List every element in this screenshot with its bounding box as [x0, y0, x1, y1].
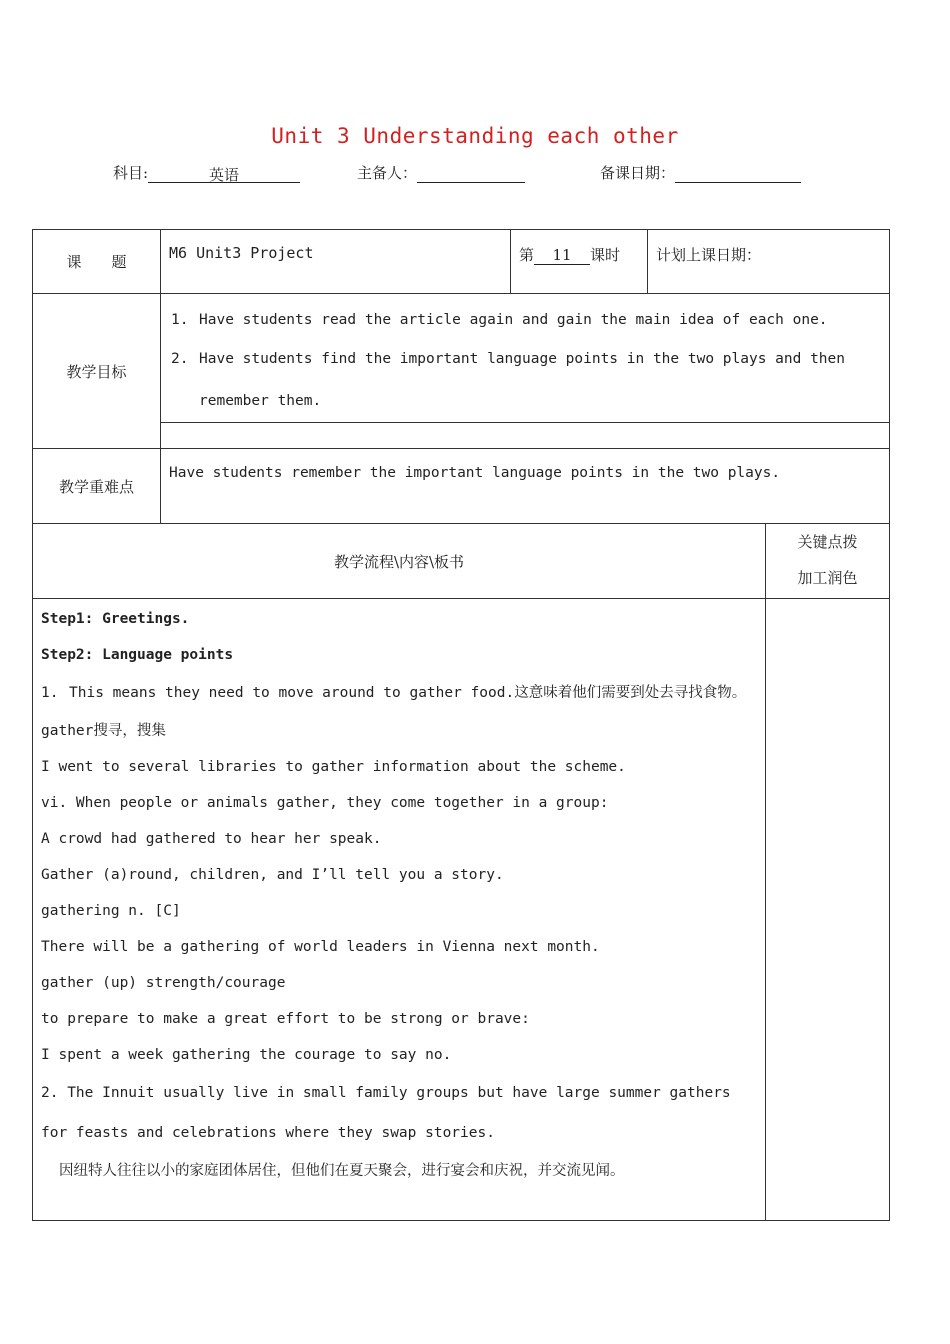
- objectives-row: [33, 294, 890, 423]
- plan-date-cell: [648, 230, 890, 294]
- topic-label: 课 题: [33, 230, 161, 294]
- objectives-blank-cell: [161, 423, 890, 449]
- lesson-plan-table: [32, 229, 890, 1221]
- topic-value: M6 Unit3 Project: [161, 230, 511, 294]
- subject-value: 英语: [148, 164, 300, 183]
- step-language-points: Step2: Language points: [41, 647, 234, 663]
- date-value: [675, 164, 801, 183]
- document-title: Unit 3 Understanding each other: [271, 124, 679, 148]
- content-line: Gather (a)round, children, and I’ll tell you a story.: [41, 867, 504, 883]
- content-line: 因纽特人往往以小的家庭团体居住，但他们在夏天聚会，进行宴会和庆祝，并交流见闻。: [59, 1163, 625, 1179]
- point-2-text: The Innuit usually live in small family groups but have large summer gathers for feasts and celebrations where they swap stories.: [41, 1085, 731, 1141]
- flow-header-row: [33, 524, 890, 599]
- content-line: gathering n. [C]: [41, 903, 181, 919]
- meta-date: [600, 162, 801, 183]
- side-header-line2: 加工润色: [797, 569, 858, 587]
- point-2-number: 2.: [41, 1085, 59, 1101]
- point-1-text: This means they need to move around to gather food.这意味着他们需要到处去寻找食物。: [69, 685, 747, 701]
- objective-item: [169, 302, 879, 338]
- objective-number: 1.: [171, 312, 189, 328]
- content-line: I spent a week gathering the courage to say no.: [41, 1047, 452, 1063]
- objectives-blank-row: [33, 423, 890, 449]
- objectives-list: [161, 294, 889, 422]
- plan-date-label: 计划上课日期：: [656, 246, 762, 264]
- flow-content-row: [33, 599, 890, 1221]
- keypoints-text: Have students remember the important language points in the two plays.: [161, 449, 890, 524]
- keypoints-label: 教学重难点: [33, 449, 161, 524]
- meta-author: [357, 162, 525, 183]
- lesson-number-cell: [511, 230, 648, 294]
- flow-content: [33, 599, 766, 1221]
- side-notes-cell: [766, 599, 890, 1221]
- side-header: [766, 524, 890, 599]
- lesson-prefix: 第: [519, 246, 535, 264]
- author-value: [417, 164, 525, 183]
- content-line: gather搜寻，搜集: [41, 723, 166, 739]
- author-label: 主备人：: [357, 164, 418, 182]
- point-1-number: 1.: [41, 685, 59, 701]
- objective-text: Have students find the important language points in the two plays and then remember them.: [199, 351, 846, 409]
- content-line: There will be a gathering of world leaders in Vienna next month.: [41, 939, 600, 955]
- point-2: [41, 1073, 756, 1153]
- objectives-label: 教学目标: [33, 294, 161, 449]
- content-line: I went to several libraries to gather information about the scheme.: [41, 759, 626, 775]
- content-line: A crowd had gathered to hear her speak.: [41, 831, 382, 847]
- objectives-cell: [161, 294, 890, 423]
- lesson-suffix: 课时: [590, 246, 621, 264]
- objective-number: 2.: [171, 351, 189, 367]
- step-greetings: Step1: Greetings.: [41, 611, 190, 627]
- keypoints-row: [33, 449, 890, 524]
- topic-row: [33, 230, 890, 294]
- content-line: to prepare to make a great effort to be strong or brave:: [41, 1011, 530, 1027]
- content-line: vi. When people or animals gather, they come together in a group:: [41, 795, 609, 811]
- content-line: gather (up) strength/courage: [41, 975, 286, 991]
- flow-header: 教学流程\内容\板书: [33, 524, 766, 599]
- objective-text: Have students read the article again and gain the main idea of each one.: [199, 312, 828, 328]
- subject-label: 科目:: [113, 164, 149, 182]
- point-1: [41, 673, 756, 713]
- lesson-number: 11: [534, 246, 590, 265]
- meta-subject: [113, 162, 300, 183]
- side-header-line1: 关键点拨: [797, 533, 858, 551]
- date-label: 备课日期：: [600, 164, 676, 182]
- objective-item: [169, 338, 879, 422]
